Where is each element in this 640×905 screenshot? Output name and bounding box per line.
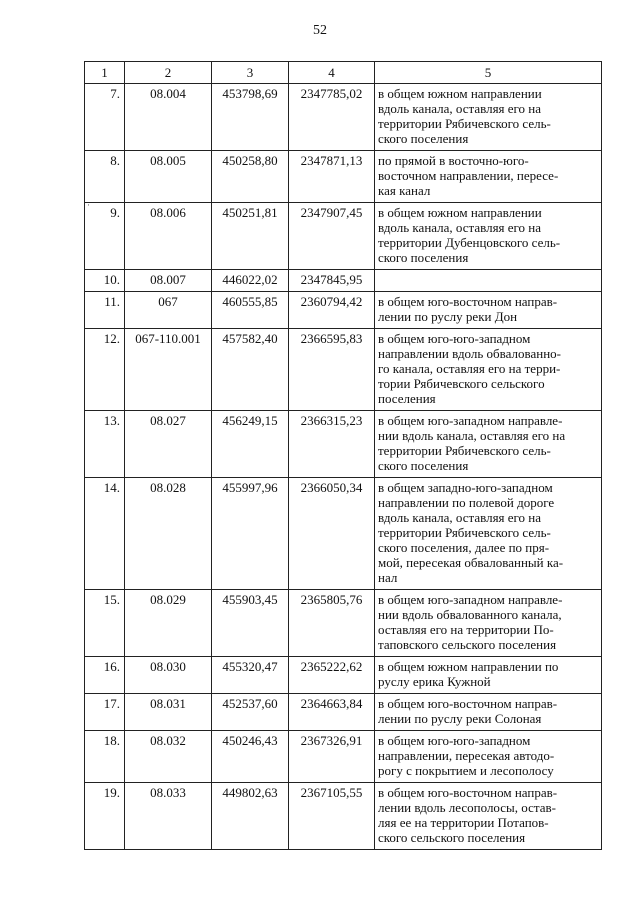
cell-point-code: 08.030 <box>125 657 212 694</box>
cell-point-code: 08.032 <box>125 731 212 783</box>
table-row <box>85 411 602 478</box>
cell-point-code: 08.033 <box>125 783 212 850</box>
cell-y-coordinate: 2365805,76 <box>289 590 375 657</box>
description-line: лении по руслу реки Солоная <box>378 711 542 726</box>
table-body <box>85 84 602 850</box>
cell-number: 15. <box>85 590 125 657</box>
description-line: в общем юго-юго-западном <box>378 733 531 748</box>
cell-y-coordinate: 2347845,95 <box>289 270 375 292</box>
stray-mark: · <box>87 200 90 210</box>
description-line: направлении по полевой дороге <box>378 495 555 510</box>
cell-description <box>375 151 602 203</box>
description-line: в общем южном направлении <box>378 86 542 101</box>
cell-number: 7. <box>85 84 125 151</box>
table-row <box>85 329 602 411</box>
description-line: восточном направлении, пересе- <box>378 168 559 183</box>
cell-x-coordinate: 450258,80 <box>212 151 289 203</box>
cell-point-code: 08.006 <box>125 203 212 270</box>
cell-x-coordinate: 460555,85 <box>212 292 289 329</box>
description-line: руслу ерика Кужной <box>378 674 491 689</box>
cell-description <box>375 292 602 329</box>
cell-point-code: 08.028 <box>125 478 212 590</box>
description-line: ляя ее на территории Потапов- <box>378 815 549 830</box>
description-line: лении вдоль лесополосы, остав- <box>378 800 556 815</box>
page-number: 52 <box>313 23 327 38</box>
description-line: ского поселения <box>378 131 469 146</box>
cell-y-coordinate: 2367326,91 <box>289 731 375 783</box>
cell-number: 9. <box>85 203 125 270</box>
table-row <box>85 694 602 731</box>
cell-description <box>375 657 602 694</box>
description-line: направлении вдоль обвалованно- <box>378 346 561 361</box>
cell-y-coordinate: 2347871,13 <box>289 151 375 203</box>
cell-point-code: 08.004 <box>125 84 212 151</box>
table-row <box>85 657 602 694</box>
cell-point-code: 08.005 <box>125 151 212 203</box>
cell-x-coordinate: 452537,60 <box>212 694 289 731</box>
description-line: вдоль канала, оставляя его на <box>378 510 542 525</box>
cell-y-coordinate: 2365222,62 <box>289 657 375 694</box>
table-row <box>85 478 602 590</box>
cell-description <box>375 411 602 478</box>
cell-number: 18. <box>85 731 125 783</box>
cell-x-coordinate: 455997,96 <box>212 478 289 590</box>
description-line: ского поселения <box>378 250 469 265</box>
column-header-x: 3 <box>212 62 289 84</box>
cell-x-coordinate: 450251,81 <box>212 203 289 270</box>
description-line: в общем юго-юго-западном <box>378 331 531 346</box>
cell-y-coordinate: 2364663,84 <box>289 694 375 731</box>
table-row <box>85 292 602 329</box>
cell-number: 17. <box>85 694 125 731</box>
cell-point-code: 08.031 <box>125 694 212 731</box>
cell-number: 10. <box>85 270 125 292</box>
cell-y-coordinate: 2367105,55 <box>289 783 375 850</box>
cell-number: 16. <box>85 657 125 694</box>
cell-number: 13. <box>85 411 125 478</box>
cell-y-coordinate: 2347785,02 <box>289 84 375 151</box>
table-row <box>85 731 602 783</box>
cell-x-coordinate: 455903,45 <box>212 590 289 657</box>
table-row <box>85 203 602 270</box>
cell-description <box>375 731 602 783</box>
description-line: в общем юго-восточном направ- <box>378 294 558 309</box>
table-header-row <box>85 62 602 84</box>
cell-description <box>375 203 602 270</box>
cell-y-coordinate: 2366050,34 <box>289 478 375 590</box>
description-line: территории Рябичевского сель- <box>378 443 551 458</box>
description-line: нии вдоль обвалованного канала, <box>378 607 562 622</box>
cell-description <box>375 270 602 292</box>
cell-number: 19. <box>85 783 125 850</box>
table-row <box>85 84 602 151</box>
description-line: направлении, пересекая автодо- <box>378 748 555 763</box>
column-header-number: 1 <box>85 62 125 84</box>
description-line: лении по руслу реки Дон <box>378 309 518 324</box>
cell-y-coordinate: 2347907,45 <box>289 203 375 270</box>
description-line: в общем юго-западном направле- <box>378 413 563 428</box>
cell-description <box>375 783 602 850</box>
coordinates-table <box>84 61 602 850</box>
description-line: территории Рябичевского сель- <box>378 525 551 540</box>
cell-description <box>375 329 602 411</box>
cell-point-code: 067 <box>125 292 212 329</box>
cell-point-code: 08.027 <box>125 411 212 478</box>
cell-x-coordinate: 456249,15 <box>212 411 289 478</box>
description-line: го канала, оставляя его на терри- <box>378 361 561 376</box>
cell-point-code: 08.029 <box>125 590 212 657</box>
column-header-point-code: 2 <box>125 62 212 84</box>
table-row <box>85 270 602 292</box>
description-line: нал <box>378 570 398 585</box>
cell-number: 12. <box>85 329 125 411</box>
cell-x-coordinate: 446022,02 <box>212 270 289 292</box>
cell-description <box>375 590 602 657</box>
cell-description <box>375 694 602 731</box>
description-line: в общем южном направлении по <box>378 659 559 674</box>
description-line: вдоль канала, оставляя его на <box>378 220 542 235</box>
cell-x-coordinate: 457582,40 <box>212 329 289 411</box>
description-line: оставляя его на территории По- <box>378 622 554 637</box>
cell-x-coordinate: 453798,69 <box>212 84 289 151</box>
cell-number: 8. <box>85 151 125 203</box>
cell-y-coordinate: 2360794,42 <box>289 292 375 329</box>
description-line: в общем юго-восточном направ- <box>378 696 558 711</box>
description-line: нии вдоль канала, оставляя его на <box>378 428 566 443</box>
description-line: вдоль канала, оставляя его на <box>378 101 542 116</box>
column-header-y: 4 <box>289 62 375 84</box>
description-line: территории Дубенцовского сель- <box>378 235 561 250</box>
description-line: поселения <box>378 391 436 406</box>
description-line: в общем западно-юго-западном <box>378 480 553 495</box>
cell-x-coordinate: 455320,47 <box>212 657 289 694</box>
cell-x-coordinate: 449802,63 <box>212 783 289 850</box>
description-line: ского поселения, далее по пря- <box>378 540 550 555</box>
description-line: тории Рябичевского сельского <box>378 376 545 391</box>
description-line: рогу с покрытием и лесополосу <box>378 763 554 778</box>
cell-y-coordinate: 2366595,83 <box>289 329 375 411</box>
table-row <box>85 590 602 657</box>
description-line: таповского сельского поселения <box>378 637 557 652</box>
description-line: по прямой в восточно-юго- <box>378 153 529 168</box>
cell-number: 11. <box>85 292 125 329</box>
description-line: кая канал <box>378 183 431 198</box>
cell-x-coordinate: 450246,43 <box>212 731 289 783</box>
description-line: ского поселения <box>378 458 469 473</box>
description-line: в общем юго-восточном направ- <box>378 785 558 800</box>
cell-y-coordinate: 2366315,23 <box>289 411 375 478</box>
description-line: ского сельского поселения <box>378 830 526 845</box>
column-header-description: 5 <box>375 62 602 84</box>
description-line: в общем юго-западном направле- <box>378 592 563 607</box>
description-line: мой, пересекая обвалованный ка- <box>378 555 564 570</box>
cell-point-code: 067-110.001 <box>125 329 212 411</box>
table-row <box>85 783 602 850</box>
description-line: территории Рябичевского сель- <box>378 116 551 131</box>
cell-description <box>375 84 602 151</box>
table-row <box>85 151 602 203</box>
cell-point-code: 08.007 <box>125 270 212 292</box>
description-line: в общем южном направлении <box>378 205 542 220</box>
cell-description <box>375 478 602 590</box>
cell-number: 14. <box>85 478 125 590</box>
